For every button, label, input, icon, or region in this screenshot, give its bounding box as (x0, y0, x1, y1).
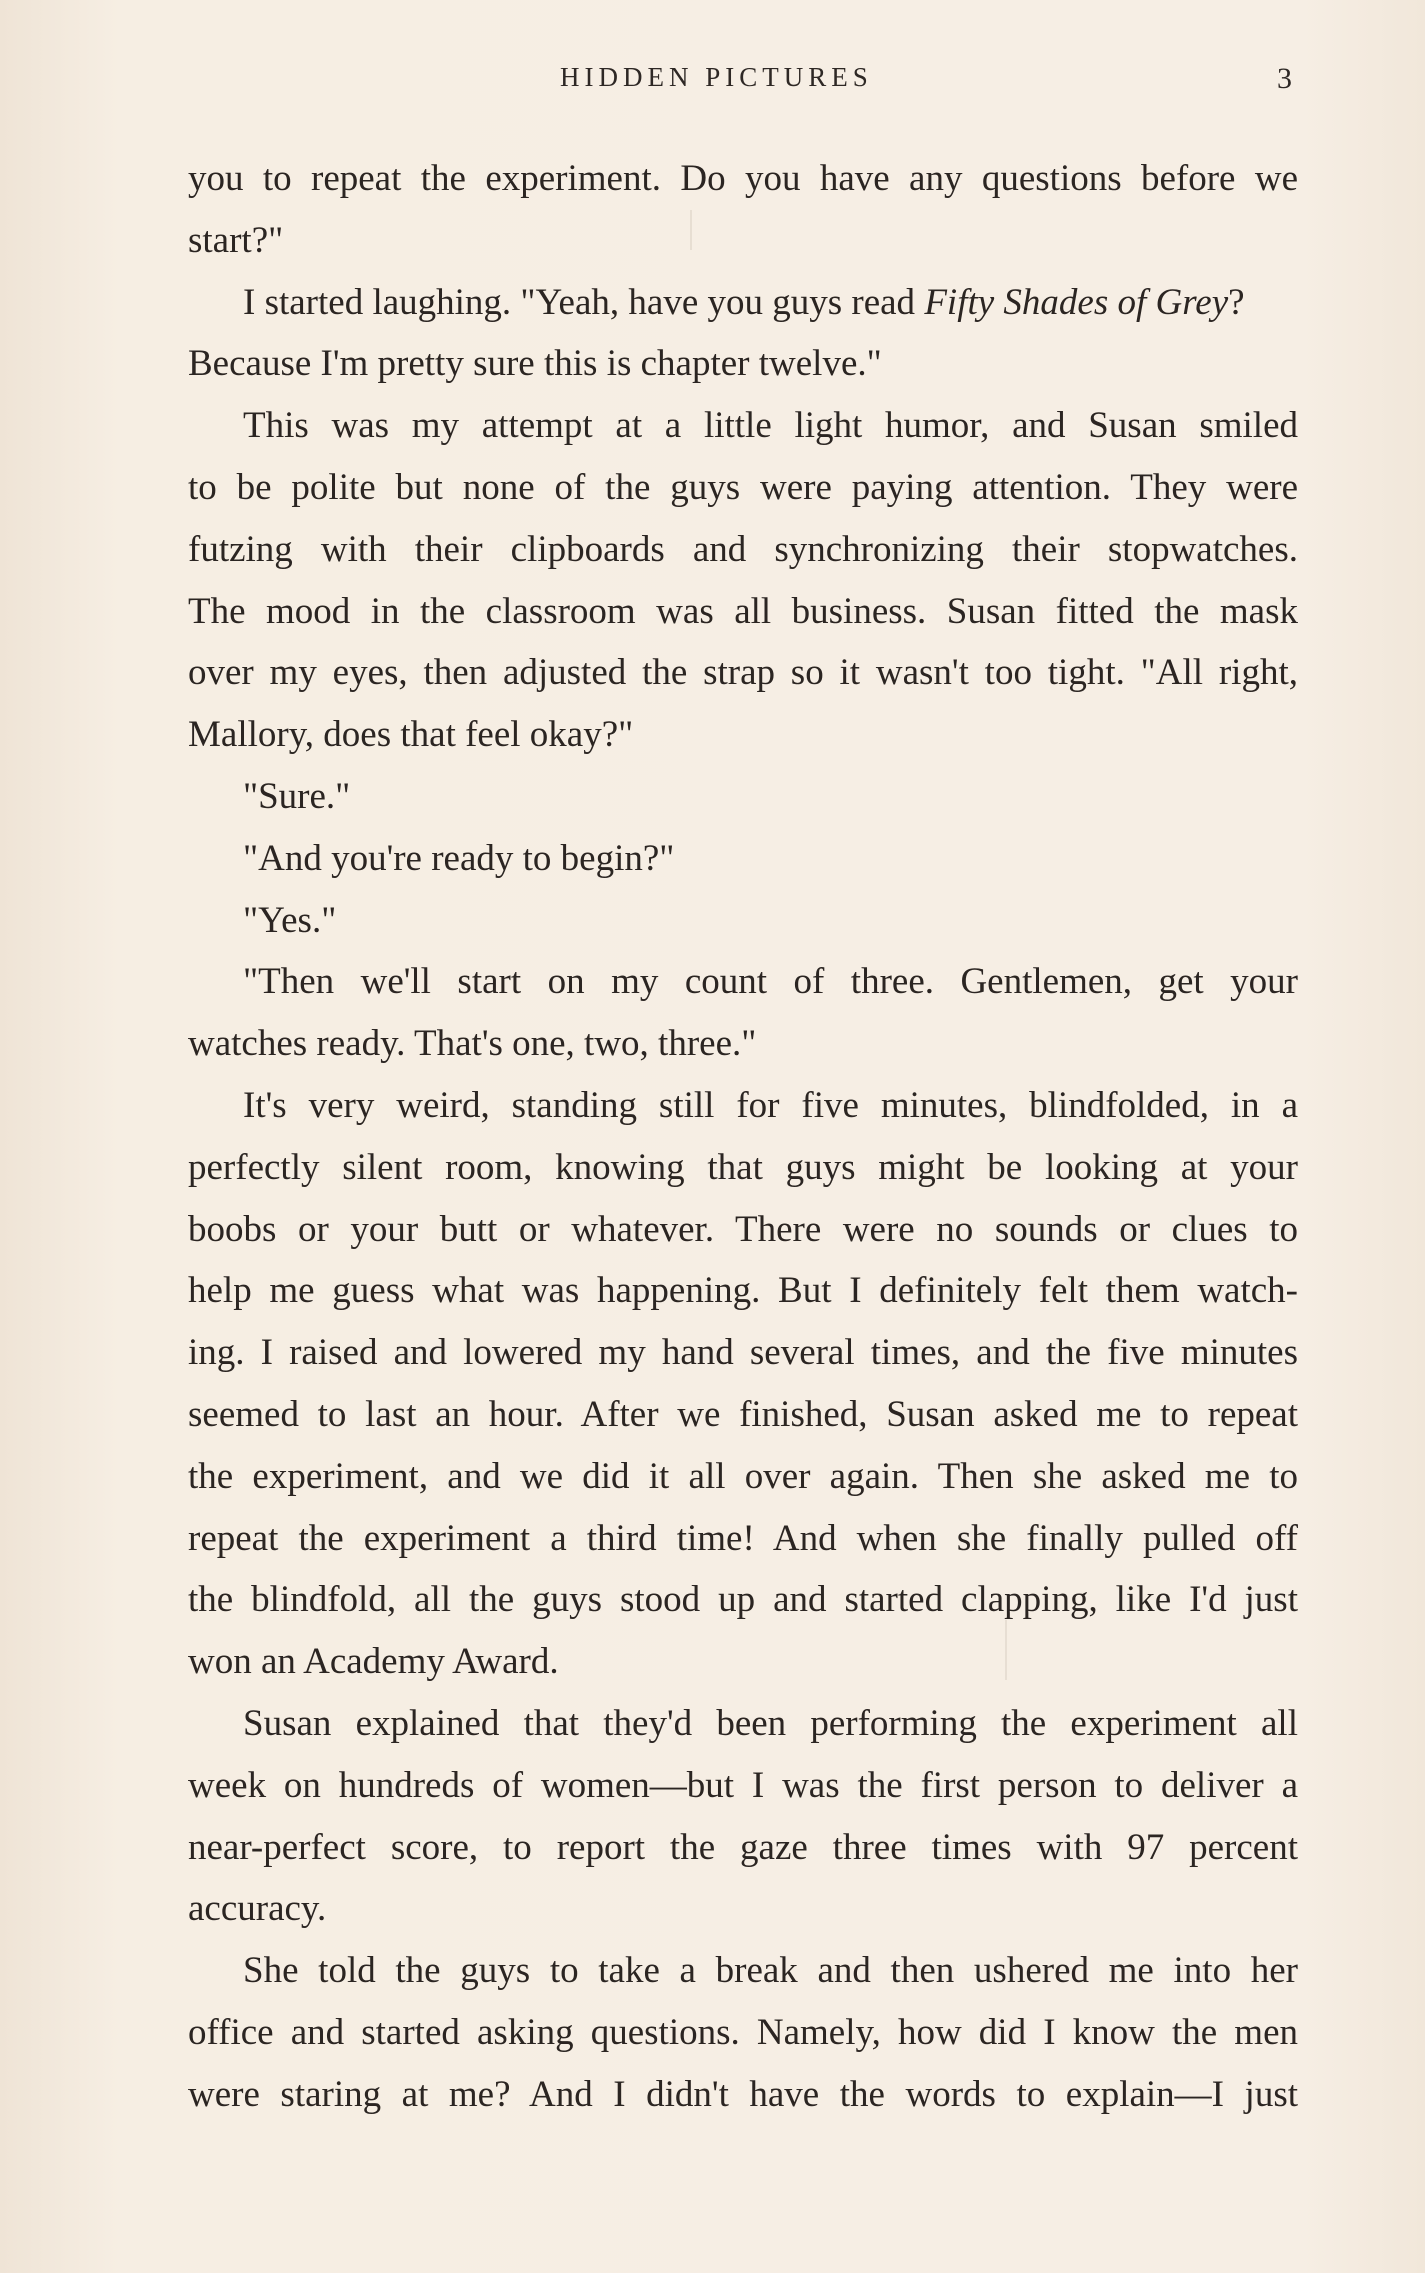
text-line: futzing with their clipboards and synchronizing their stopwatches. (188, 528, 1298, 570)
text-line: perfectly silent room, knowing that guys might be looking at your (188, 1146, 1298, 1188)
text-line: boobs or your butt or whatever. There were no sounds or clues to (188, 1208, 1298, 1250)
text-line (188, 272, 1298, 334)
text-line: She told the guys to take a break and then ushered me into her (243, 1950, 1298, 1992)
text-line: Mallory, does that feel okay?" (188, 714, 634, 756)
text-line: "And you're ready to begin?" (243, 837, 675, 879)
text-line: ing. I raised and lowered my hand several times, and the five minutes (188, 1332, 1298, 1374)
text-line: help me guess what was happening. But I definitely felt them watch- (188, 1270, 1298, 1312)
text-line: start?" (188, 219, 284, 261)
text-line: It's very weird, standing still for five minutes, blindfolded, in a (243, 1084, 1298, 1126)
text-line: the experiment, and we did it all over again. Then she asked me to (188, 1455, 1298, 1497)
running-head (0, 62, 1425, 102)
text-span: I started laughing. "Yeah, have you guys read (243, 281, 925, 323)
text-line: office and started asking questions. Namely, how did I know the men (188, 2011, 1298, 2053)
page-number: 3 (1277, 62, 1292, 95)
text-line: Susan explained that they'd been performing the experiment all (243, 1702, 1298, 1744)
text-line: you to repeat the experiment. Do you have any questions before we (188, 158, 1298, 199)
text-line: near-perfect score, to report the gaze three times with 97 percent (188, 1826, 1298, 1868)
text-line: were staring at me? And I didn't have the words to explain—I just (188, 2073, 1298, 2115)
text-line: repeat the experiment a third time! And when she finally pulled off (188, 1517, 1298, 1559)
text-span: ? (1228, 281, 1245, 323)
text-line: watches ready. That's one, two, three." (188, 1023, 757, 1065)
text-line: "Sure." (243, 775, 351, 817)
text-line: the blindfold, all the guys stood up and started clapping, like I'd just (188, 1579, 1298, 1621)
text-line: Because I'm pretty sure this is chapter twelve." (188, 343, 882, 385)
body-text (188, 148, 1298, 2126)
text-line: The mood in the classroom was all business. Susan fitted the mask (188, 590, 1298, 632)
text-line: This was my attempt at a little light humor, and Susan smiled (243, 405, 1298, 447)
text-line: "Yes." (243, 899, 337, 941)
text-line: won an Academy Award. (188, 1641, 559, 1683)
book-title-italic: Fifty Shades of Grey (924, 281, 1229, 323)
text-line: week on hundreds of women—but I was the first person to deliver a (188, 1764, 1298, 1806)
text-line: "Then we'll start on my count of three. Gentlemen, get your (243, 961, 1298, 1003)
text-line: accuracy. (188, 1888, 327, 1930)
text-line: over my eyes, then adjusted the strap so it wasn't too tight. "All right, (188, 652, 1298, 694)
text-line: to be polite but none of the guys were paying attention. They were (188, 466, 1298, 508)
book-title: HIDDEN PICTURES (560, 62, 873, 92)
text-line: seemed to last an hour. After we finished, Susan asked me to repeat (188, 1393, 1298, 1435)
